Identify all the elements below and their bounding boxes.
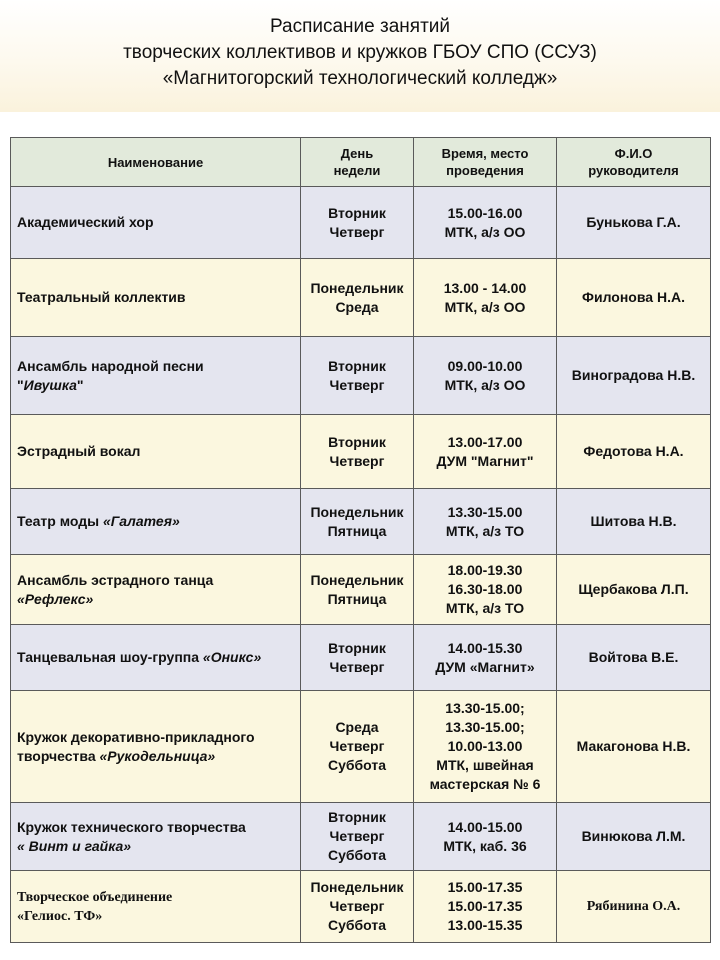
row-day-cell: Вторник Четверг xyxy=(301,625,414,691)
row-name-cell: Театральный коллектив xyxy=(11,259,301,337)
table-header-row xyxy=(11,138,711,187)
schedule-table xyxy=(10,137,711,943)
row-time-cell: 13.00 - 14.00 МТК, а/з ОО xyxy=(414,259,557,337)
row-day-cell: Среда Четверг Суббота xyxy=(301,691,414,803)
row-leader-cell: Бунькова Г.А. xyxy=(557,187,711,259)
row-name-cell: Ансамбль эстрадного танца «Рефлекс» xyxy=(11,555,301,625)
row-day-cell: Вторник Четверг Суббота xyxy=(301,803,414,871)
page-title xyxy=(0,14,720,92)
title-line-3: «Магнитогорский технологический колледж» xyxy=(162,68,558,89)
column-header-day: День недели xyxy=(301,138,414,187)
row-day-cell: Вторник Четверг xyxy=(301,337,414,415)
row-day-cell: Понедельник Пятница xyxy=(301,489,414,555)
row-leader-cell: Щербакова Л.П. xyxy=(557,555,711,625)
row-time-cell: 15.00-16.00 МТК, а/з ОО xyxy=(414,187,557,259)
table-row xyxy=(11,625,711,691)
row-day-cell: Вторник Четверг xyxy=(301,415,414,489)
column-header-name: Наименование xyxy=(11,138,301,187)
table-row xyxy=(11,259,711,337)
row-time-cell: 09.00-10.00 МТК, а/з ОО xyxy=(414,337,557,415)
row-time-cell: 13.30-15.00 МТК, а/з ТО xyxy=(414,489,557,555)
row-name-cell: Ансамбль народной песни "Ивушка" xyxy=(11,337,301,415)
table-row xyxy=(11,803,711,871)
row-leader-cell: Войтова В.Е. xyxy=(557,625,711,691)
row-leader-cell: Филонова Н.А. xyxy=(557,259,711,337)
row-time-cell: 14.00-15.30 ДУМ «Магнит» xyxy=(414,625,557,691)
column-header-time: Время, место проведения xyxy=(414,138,557,187)
title-line-2: творческих коллективов и кружков ГБОУ СПО (ССУЗ) xyxy=(123,42,597,63)
table-row xyxy=(11,489,711,555)
row-day-cell: Вторник Четверг xyxy=(301,187,414,259)
table-row xyxy=(11,555,711,625)
row-day-cell: Понедельник Четверг Суббота xyxy=(301,871,414,943)
row-name-cell: Кружок декоративно-прикладного творчества «Рукодельница» xyxy=(11,691,301,803)
row-leader-cell: Рябинина О.А. xyxy=(557,871,711,943)
row-leader-cell: Шитова Н.В. xyxy=(557,489,711,555)
row-leader-cell: Винюкова Л.М. xyxy=(557,803,711,871)
row-time-cell: 18.00-19.30 16.30-18.00 МТК, а/з ТО xyxy=(414,555,557,625)
row-time-cell: 13.00-17.00 ДУМ "Магнит" xyxy=(414,415,557,489)
row-time-cell: 15.00-17.35 15.00-17.35 13.00-15.35 xyxy=(414,871,557,943)
title-line-1: Расписание занятий xyxy=(269,16,451,37)
row-leader-cell: Макагонова Н.В. xyxy=(557,691,711,803)
table-row xyxy=(11,337,711,415)
table-row xyxy=(11,691,711,803)
row-leader-cell: Виноградова Н.В. xyxy=(557,337,711,415)
column-header-leader: Ф.И.О руководителя xyxy=(557,138,711,187)
row-name-cell: Танцевальная шоу-группа «Оникс» xyxy=(11,625,301,691)
table-row xyxy=(11,187,711,259)
row-day-cell: Понедельник Пятница xyxy=(301,555,414,625)
row-name-cell: Академический хор xyxy=(11,187,301,259)
row-time-cell: 14.00-15.00 МТК, каб. 36 xyxy=(414,803,557,871)
row-name-cell: Театр моды «Галатея» xyxy=(11,489,301,555)
row-day-cell: Понедельник Среда xyxy=(301,259,414,337)
row-name-cell: Творческое объединение «Гелиос. ТФ» xyxy=(11,871,301,943)
table-row xyxy=(11,871,711,943)
row-name-cell: Эстрадный вокал xyxy=(11,415,301,489)
row-name-cell: Кружок технического творчества « Винт и гайка» xyxy=(11,803,301,871)
row-time-cell: 13.30-15.00; 13.30-15.00; 10.00-13.00 МТК, швейная мастерская № 6 xyxy=(414,691,557,803)
table-row xyxy=(11,415,711,489)
row-leader-cell: Федотова Н.А. xyxy=(557,415,711,489)
